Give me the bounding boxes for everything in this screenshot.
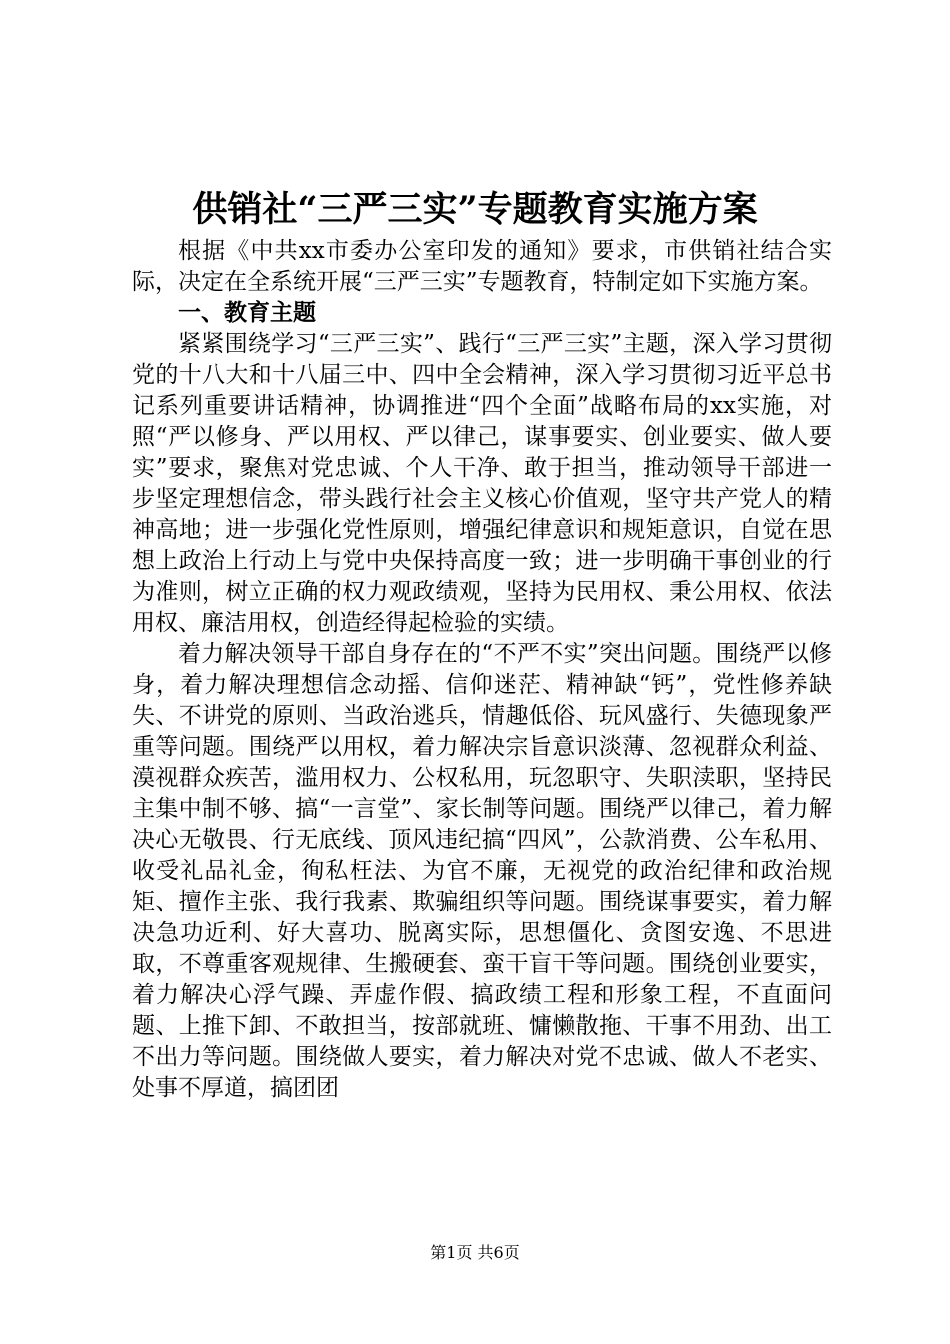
- document-body: [132, 236, 832, 1104]
- document-title: 供销社“三严三实”专题教育实施方案: [192, 189, 758, 230]
- body-paragraph: 着力解决领导干部自身存在的“不严不实”突出问题。围绕严以修身，着力解决理想信念动摇、信仰迷茫、精神缺“钙”，党性修养缺失、不讲党的原则、当政治逃兵，情趣低俗、玩风盛行、失德现象严重等问题。围绕严以用权，着力解决宗旨意识淡薄、忽视群众利益、漠视群众疾苦，滥用权力、公权私用，玩忽职守、失职渎职，坚持民主集中制不够、搞“一言堂”、家长制等问题。围绕严以律己，着力解决心无敬畏、行无底线、顶风违纪搞“四风”，公款消费、公车私用、收受礼品礼金，徇私枉法、为官不廉，无视党的政治纪律和政治规矩、擅作主张、我行我素、欺骗组织等问题。围绕谋事要实，着力解决急功近利、好大喜功、脱离实际，思想僵化、贪图安逸、不思进取，不尊重客观规律、生搬硬套、蛮干盲干等问题。围绕创业要实，着力解决心浮气躁、弄虚作假、搞政绩工程和形象工程，不直面问题、上推下卸、不敢担当，按部就班、慵懒散拖、干事不用劲、出工不出力等问题。围绕做人要实，着力解决对党不忠诚、做人不老实、处事不厚道，搞团团: [132, 641, 832, 1101]
- section-heading: 一、教育主题: [178, 300, 316, 326]
- body-paragraph: 紧紧围绕学习“三严三实”、践行“三严三实”主题，深入学习贯彻党的十八大和十八届三中、四中全会精神，深入学习贯彻习近平总书记系列重要讲话精神，协调推进“四个全面”战略布局的xx实施，对照“严以修身、严以用权、严以律己，谋事要实、创业要实、做人要实”要求，聚焦对党忠诚、个人干净、敢于担当，推动领导干部进一步坚定理想信念，带头践行社会主义核心价值观，坚守共产党人的精神高地；进一步强化党性原则，增强纪律意识和规矩意识，自觉在思想上政治上行动上与党中央保持高度一致；进一步明确干事创业的行为准则，树立正确的权力观政绩观，坚持为民用权、秉公用权、依法用权、廉洁用权，创造经得起检验的实绩。: [132, 331, 832, 636]
- intro-paragraph: 根据《中共xx市委办公室印发的通知》要求，市供销社结合实际，决定在全系统开展“三严三实”专题教育，特制定如下实施方案。: [132, 238, 832, 295]
- page-number-footer: 第1页 共6页: [430, 1243, 520, 1262]
